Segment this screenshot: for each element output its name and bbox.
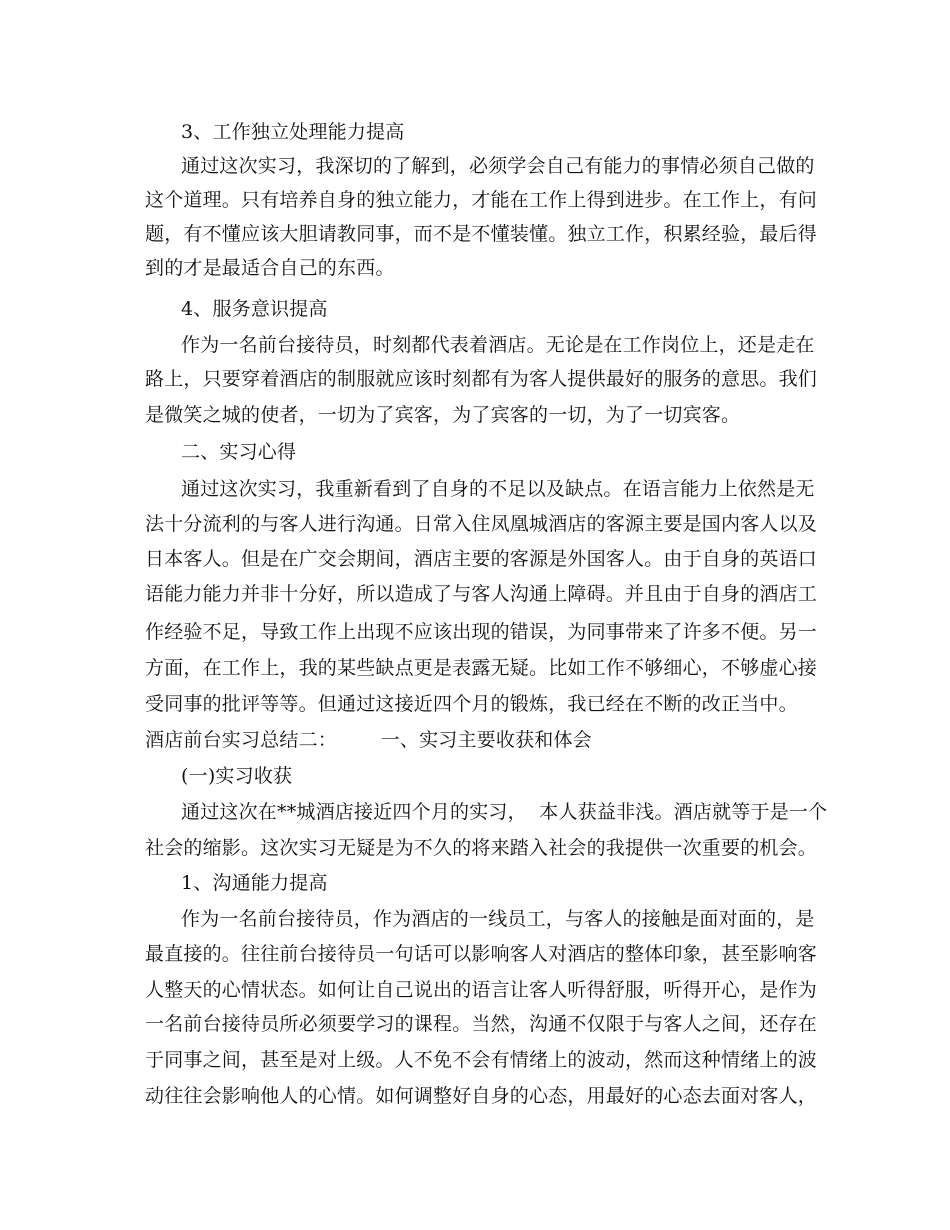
paragraph-line: 人整天的心情状态。如何让自己说出的语言让客人听得舒服，听得开心，是作为 (145, 979, 818, 1001)
paragraph-line: 通过这次在**城酒店接近四个月的实习， 本人获益非浅。酒店就等于是一个 (181, 801, 828, 823)
paragraph-line: 于同事之间，甚至是对上级。人不免不会有情绪上的波动，然而这种情绪上的波 (145, 1049, 818, 1071)
paragraph-line: 日本客人。但是在广交会期间，酒店主要的客源是外国客人。由于自身的英语口 (145, 548, 818, 570)
paragraph-line: 是微笑之城的使者，一切为了宾客，为了宾客的一切，为了一切宾客。 (145, 404, 741, 426)
heading-service-awareness: 4、服务意识提高 (181, 298, 328, 320)
paragraph-line: 受同事的批评等等。但通过这接近四个月的锻炼，我已经在不断的改正当中。 (145, 693, 798, 715)
paragraph-line: 到的才是最适合自己的东西。 (145, 257, 395, 279)
paragraph-line: 通过这次实习，我深切的了解到，必须学会自己有能力的事情必须自己做的 (181, 155, 815, 177)
heading-communication: 1、沟通能力提高 (181, 872, 328, 894)
heading-internship-experience: 二、实习心得 (181, 441, 297, 463)
paragraph-line: 方面，在工作上，我的某些缺点更是表露无疑。比如工作不够细心，不够虚心接 (145, 657, 818, 679)
paragraph-line: 作为一名前台接待员，作为酒店的一线员工，与客人的接触是面对面的，是 (181, 908, 815, 930)
paragraph-line: 作为一名前台接待员，时刻都代表着酒店。无论是在工作岗位上，还是走在 (181, 334, 815, 356)
paragraph-line: 通过这次实习，我重新看到了自身的不足以及缺点。在语言能力上依然是无 (181, 478, 815, 500)
paragraph-line: 动往往会影响他人的心情。如何调整好自身的心态，用最好的心态去面对客人， (145, 1085, 818, 1107)
heading-independent-work: 3、工作独立处理能力提高 (181, 121, 405, 143)
paragraph-line: 作经验不足，导致工作上出现不应该出现的错误，为同事带来了许多不便。另一 (145, 621, 818, 643)
paragraph-line: 题，有不懂应该大胆请教同事，而不是不懂装懂。独立工作，积累经验，最后得 (145, 223, 818, 245)
heading-gains: (一)实习收获 (181, 765, 293, 787)
paragraph-line: 一名前台接待员所必须要学习的课程。当然，沟通不仅限于与客人之间，还存在 (145, 1013, 818, 1035)
paragraph-line: 法十分流利的与客人进行沟通。日常入住凤凰城酒店的客源主要是国内客人以及 (145, 513, 818, 535)
paragraph-line: 路上，只要穿着酒店的制服就应该时刻都有为客人提供最好的服务的意思。我们 (145, 368, 818, 390)
paragraph-line: 社会的缩影。这次实习无疑是为不久的将来踏入社会的我提供一次重要的机会。 (145, 837, 818, 859)
paragraph-line: 最直接的。往往前台接待员一句话可以影响客人对酒店的整体印象，甚至影响客 (145, 943, 818, 965)
paragraph-line: 语能力能力并非十分好，所以造成了与客人沟通上障碍。并且由于自身的酒店工 (145, 583, 818, 605)
section-title-summary-two: 酒店前台实习总结二： 一、实习主要收获和体会 (145, 729, 592, 751)
paragraph-line: 这个道理。只有培养自身的独立能力，才能在工作上得到进步。在工作上，有问 (145, 189, 818, 211)
